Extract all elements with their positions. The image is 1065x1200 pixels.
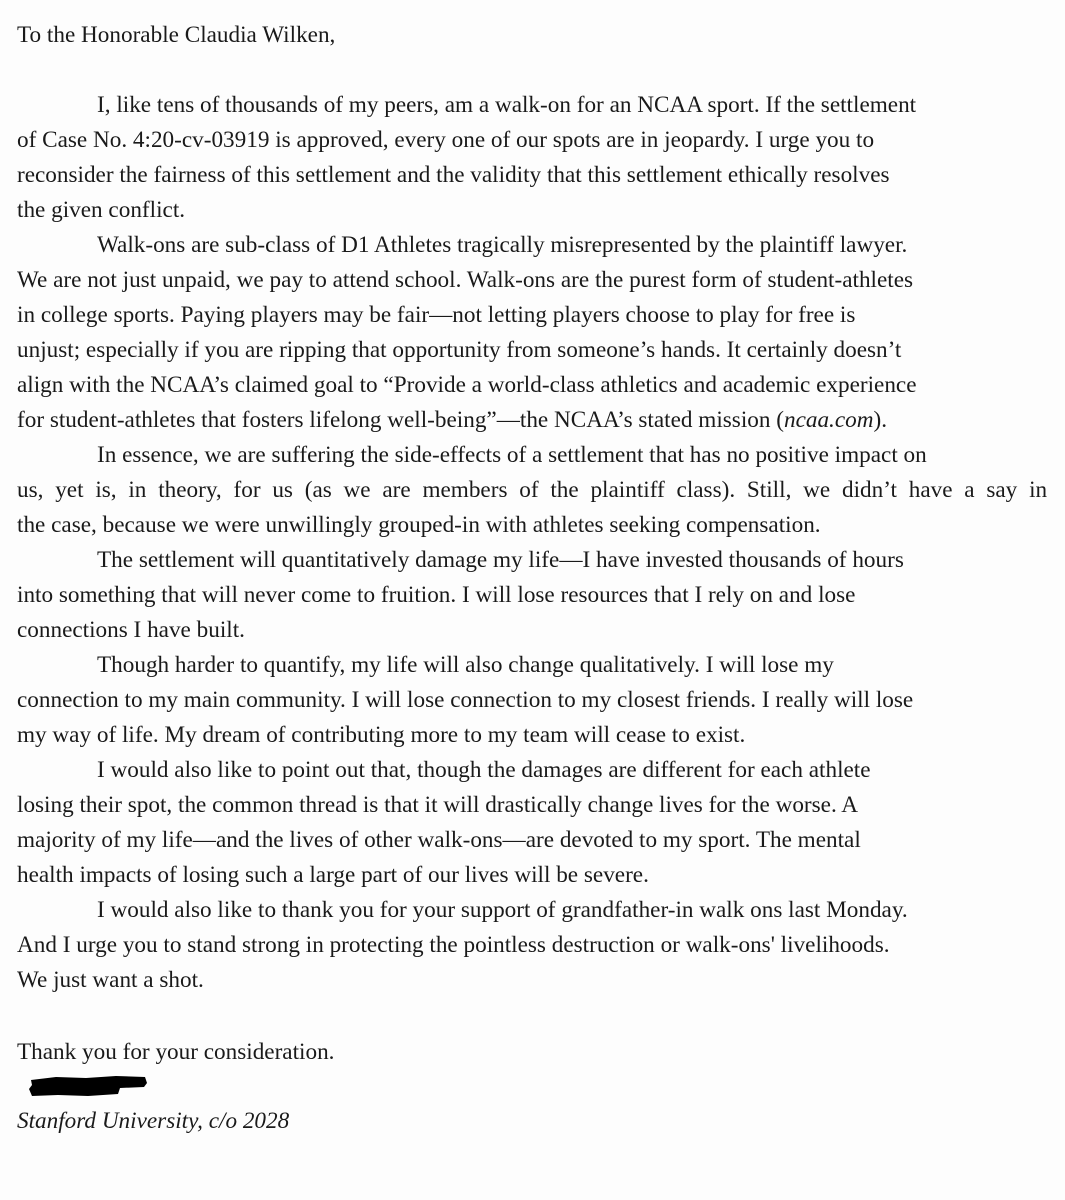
salutation: To the Honorable Claudia Wilken,: [17, 22, 336, 48]
paragraph-line: I, like tens of thousands of my peers, am a walk-on for an NCAA sport. If the settlement: [97, 92, 917, 118]
paragraph-line: reconsider the fairness of this settlement and the validity that this settlement ethically resolves: [17, 162, 890, 188]
paragraph-line: for student-athletes that fosters lifelong well-being”—the NCAA’s stated mission (ncaa.com).: [17, 407, 888, 433]
redacted-signature: [28, 1074, 148, 1098]
paragraph-line: Walk-ons are sub-class of D1 Athletes tragically misrepresented by the plaintiff lawyer.: [97, 232, 908, 258]
paragraph-3: [17, 438, 1047, 543]
paragraph-line: The settlement will quantitatively damage my life—I have invested thousands of hours: [97, 547, 904, 573]
paragraph-line: connections I have built.: [17, 617, 245, 643]
paragraph-line: unjust; especially if you are ripping that opportunity from someone’s hands. It certainly doesn’t: [17, 337, 902, 363]
paragraph-line: Though harder to quantify, my life will also change qualitatively. I will lose my: [97, 652, 834, 678]
paragraph-line: In essence, we are suffering the side-effects of a settlement that has no positive impact on: [97, 442, 927, 468]
paragraph-line: losing their spot, the common thread is that it will drastically change lives for the worse. A: [17, 792, 859, 818]
redaction-mark: [29, 1076, 147, 1096]
paragraph-line: into something that will never come to fruition. I will lose resources that I rely on and lose: [17, 582, 856, 608]
signature-affiliation: Stanford University, c/o 2028: [17, 1108, 290, 1134]
paragraph-line: And I urge you to stand strong in protecting the pointless destruction or walk-ons' livelihoods.: [17, 932, 890, 958]
paragraph-5: [17, 648, 1047, 753]
paragraph-line: the case, because we were unwillingly grouped-in with athletes seeking compensation.: [17, 512, 821, 538]
source-reference: ncaa.com: [783, 407, 874, 433]
paragraph-line: We just want a shot.: [17, 967, 204, 993]
paragraph-line: of Case No. 4:20-cv-03919 is approved, every one of our spots are in jeopardy. I urge you to: [17, 127, 875, 153]
paragraph-line: the given conflict.: [17, 197, 186, 223]
paragraph-1: [17, 88, 1047, 228]
paragraph-line: my way of life. My dream of contributing more to my team will cease to exist.: [17, 722, 746, 748]
paragraph-2: [17, 228, 1047, 438]
paragraph-line: health impacts of losing such a large part of our lives will be severe.: [17, 862, 649, 888]
paragraph-line: I would also like to thank you for your support of grandfather-in walk ons last Monday.: [97, 897, 908, 923]
paragraph-line: us, yet is, in theory, for us (as we are members of the plaintiff class). Still, we didn’t have a say in: [17, 477, 1048, 503]
closing-line: Thank you for your consideration.: [17, 1039, 335, 1065]
paragraph-line: We are not just unpaid, we pay to attend school. Walk-ons are the purest form of student-athletes: [17, 267, 914, 293]
paragraph-4: [17, 543, 1047, 648]
paragraph-line: align with the NCAA’s claimed goal to “Provide a world-class athletics and academic experience: [17, 372, 917, 398]
paragraph-6: [17, 753, 1047, 893]
paragraph-line: majority of my life—and the lives of other walk-ons—are devoted to my sport. The mental: [17, 827, 861, 853]
paragraph-line: in college sports. Paying players may be fair—not letting players choose to play for free is: [17, 302, 856, 328]
letter-body: [17, 88, 1047, 998]
paragraph-7: [17, 893, 1047, 998]
paragraph-line: I would also like to point out that, though the damages are different for each athlete: [97, 757, 871, 783]
paragraph-line: connection to my main community. I will lose connection to my closest friends. I really will lose: [17, 687, 914, 713]
